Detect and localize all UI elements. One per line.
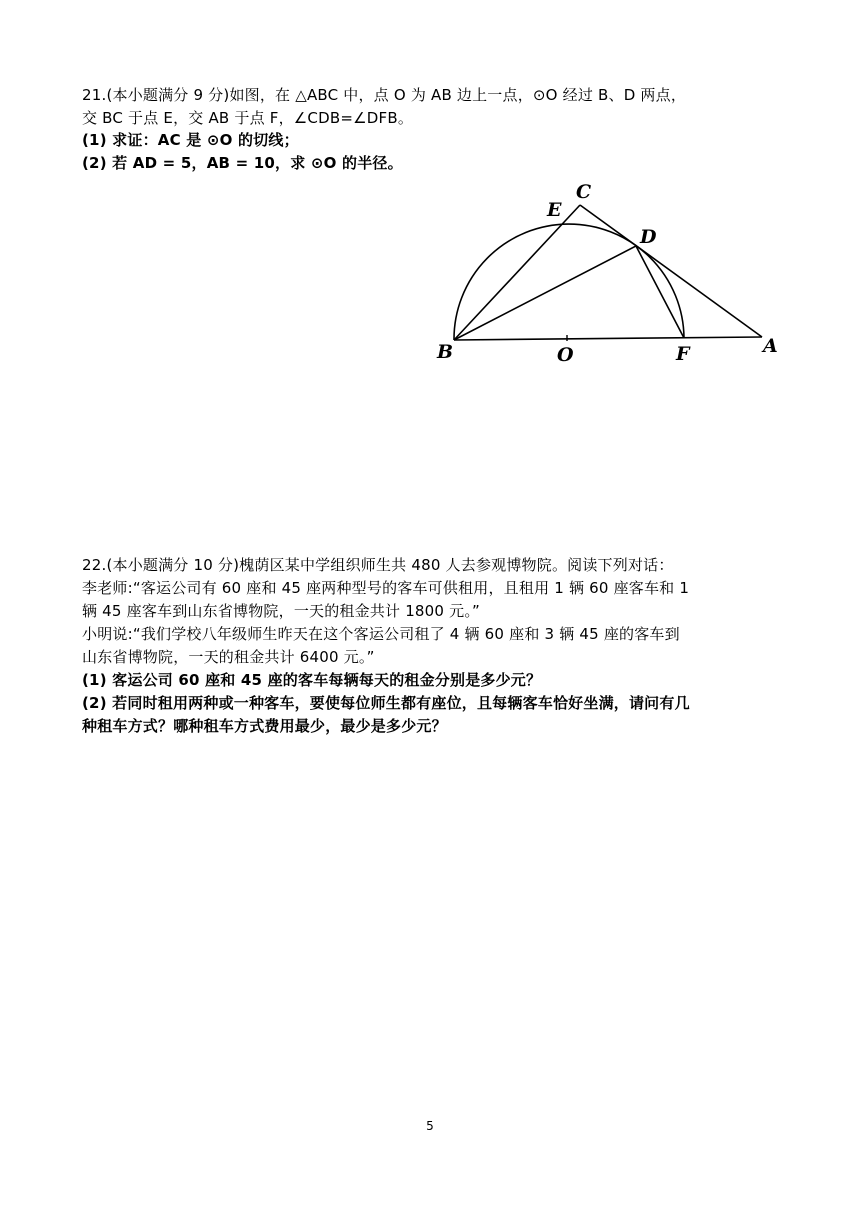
q22-line5: 山东省博物院，一天的租金共计 6400 元。”: [82, 648, 375, 666]
line-ba: [454, 337, 762, 340]
page-number: 5: [426, 1119, 434, 1133]
q21-part2: (2) 若 AD = 5，AB = 10，求 ⊙O 的半径。: [82, 154, 403, 172]
q21-geometry-figure: [432, 178, 784, 372]
label-d: D: [640, 226, 657, 248]
label-c: C: [576, 181, 592, 203]
label-b: B: [437, 341, 454, 363]
label-o: O: [557, 344, 574, 366]
label-f: F: [676, 343, 690, 365]
q22-line4: 小明说:“我们学校八年级师生昨天在这个客运公司租了 4 辆 60 座和 3 辆 45 座的客车到: [82, 625, 680, 643]
q22-part1: (1) 客运公司 60 座和 45 座的客车每辆每天的租金分别是多少元？: [82, 671, 542, 689]
line-bc: [454, 205, 580, 340]
q21-part1: (1) 求证：AC 是 ⊙O 的切线；: [82, 131, 299, 149]
q22-line2: 李老师:“客运公司有 60 座和 45 座两种型号的客车可供租用，且租用 1 辆 60 座客车和 1: [82, 579, 690, 597]
label-a: A: [763, 335, 778, 357]
line-df: [636, 246, 684, 338]
line-bd: [454, 246, 636, 340]
line-ca: [580, 205, 762, 337]
label-e: E: [547, 199, 562, 221]
circle-triangle-diagram: [432, 178, 784, 372]
q21-line1: 21.(本小题满分 9 分)如图，在 △ABC 中，点 O 为 AB 边上一点，⊙O 经过 B、D 两点，: [82, 86, 687, 104]
q21-line2: 交 BC 于点 E，交 AB 于点 F，∠CDB=∠DFB。: [82, 109, 414, 127]
q22-part2: (2) 若同时租用两种或一种客车，要使每位师生都有座位，且每辆客车恰好坐满，请问有几: [82, 694, 690, 712]
q22-line3: 辆 45 座客车到山东省博物院，一天的租金共计 1800 元。”: [82, 602, 481, 620]
q22-part3: 种租车方式？哪种租车方式费用最少，最少是多少元？: [82, 717, 447, 735]
q22-line1: 22.(本小题满分 10 分)槐荫区某中学组织师生共 480 人去参观博物院。阅读下列对话：: [82, 556, 674, 574]
